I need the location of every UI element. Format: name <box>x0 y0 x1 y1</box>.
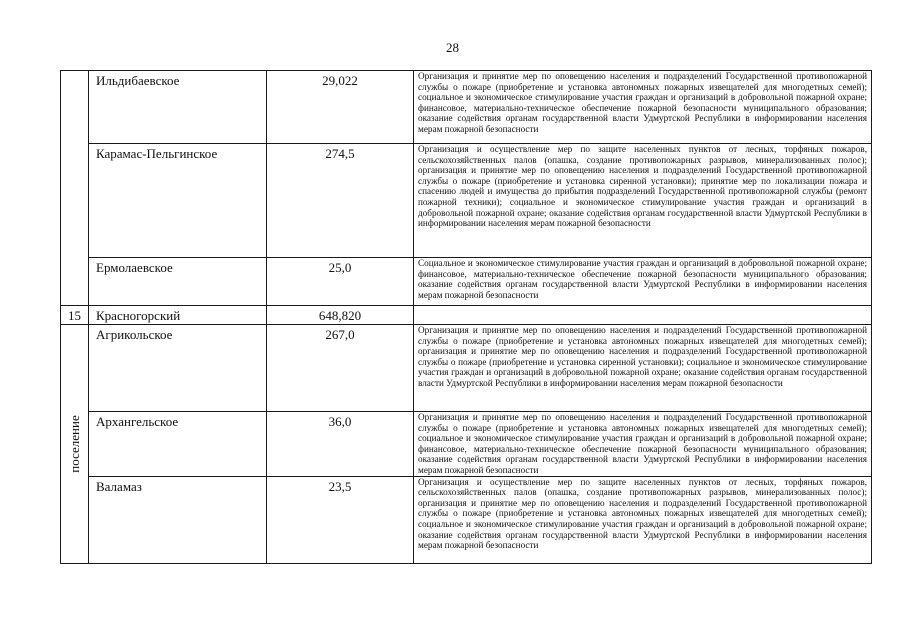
table-row <box>61 476 872 563</box>
settlement-amount: 274,5 <box>267 144 414 258</box>
settlement-amount: 25,0 <box>267 258 414 306</box>
settlement-label: поселение <box>66 415 82 473</box>
district-description <box>414 306 872 325</box>
settlement-amount: 29,022 <box>267 71 414 144</box>
table-row <box>61 325 872 412</box>
table-row <box>61 258 872 306</box>
fire-safety-table <box>60 70 872 564</box>
settlement-name: Валамаз <box>89 476 267 563</box>
page-number: 28 <box>446 40 459 55</box>
settlement-description: Социальное и экономическое стимулирование участия граждан и организаций в добровольной пожарной охране; финансовое, материально-техническое обеспечение пожарной безопасности муниципального образования; оказание содействия органам государственной власти Удмуртской Республики в информировании населения мерам пожарной безопасности <box>414 258 872 306</box>
settlement-name: Агрикольское <box>89 325 267 412</box>
settlement-description: Организация и принятие мер по оповещению населения и подразделений Государственной противопожарной службы о пожаре (приобретение и установка автономных пожарных извещателей для многодетных семей); социальное и экономическое стимулирование участия граждан и организаций в добровольной пожарной охране; финансовое, материально-техническое обеспечение пожарной безопасности муниципального образования; оказание содействия органам государственной власти Удмуртской Республики в информировании населения мерам пожарной безопасности <box>414 71 872 144</box>
district-row <box>61 306 872 325</box>
settlement-description: Организация и принятие мер по оповещению населения и подразделений Государственной противопожарной службы о пожаре (приобретение и установка автономных пожарных извещателей для многодетных семей); социальное и экономическое стимулирование участия граждан и организаций в добровольной пожарной охране; финансовое, материально-техническое обеспечение пожарной безопасности муниципального образования; оказание содействия органам государственной власти Удмуртской Республики в информировании населения мерам пожарной безопасности <box>414 412 872 477</box>
table-row <box>61 412 872 477</box>
settlement-name: Архангельское <box>89 412 267 477</box>
table-row <box>61 144 872 258</box>
settlement-amount: 267,0 <box>267 325 414 412</box>
district-number: 15 <box>61 306 89 325</box>
settlement-description: Организация и принятие мер по оповещению населения и подразделений Государственной противопожарной службы о пожаре (приобретение и установка автономных пожарных извещателей для многодетных семей); организация и принятие мер по оповещению населения и подразделений Государственной противопожарной службы о пожаре (приобретение и установка сиренной установки); социальное и экономическое стимулирование участия граждан и организаций в добровольной пожарной охране; оказание содействия органам государственной власти Удмуртской Республики в информировании населения мерам пожарной безопасности <box>414 325 872 412</box>
district-amount: 648,820 <box>267 306 414 325</box>
table-row <box>61 71 872 144</box>
settlement-name: Ильдибаевское <box>89 71 267 144</box>
district-name: Красногорский <box>89 306 267 325</box>
settlement-amount: 23,5 <box>267 476 414 563</box>
settlement-label-cell <box>61 325 89 564</box>
settlement-description: Организация и осуществление мер по защите населенных пунктов от лесных, торфяных пожаров, сельскохозяйственных палов (опашка, создание противопожарных разрывов, минерализованных полос); организация и принятие мер по оповещению населения и подразделений Государственной противопожарной службы о пожаре (приобретение и установка автономных пожарных извещателей для многодетных семей); социальное и экономическое стимулирование участия граждан и организаций в добровольной пожарной охране; оказание содействия органам государственной власти Удмуртской Республики в информировании населения мерам пожарной безопасности <box>414 476 872 563</box>
settlement-description: Организация и осуществление мер по защите населенных пунктов от лесных, торфяных пожаров, сельскохозяйственных палов (опашка, создание противопожарных разрывов, минерализованных полос); организация и принятие мер по оповещению населения и подразделений Государственной противопожарной службы о пожаре (приобретение и установка сиренной установки); принятие мер по локализации пожара и спасению людей и имущества до прибытия подразделений Государственной противопожарной службы (ремонт пожарной техники); социальное и экономическое стимулирование участия граждан и организаций в добровольной пожарной охране; оказание содействия органам государственной власти Удмуртской Республики в информировании населения мерам пожарной безопасности <box>414 144 872 258</box>
settlement-name: Карамас-Пельгинское <box>89 144 267 258</box>
settlement-name: Ермолаевское <box>89 258 267 306</box>
settlement-amount: 36,0 <box>267 412 414 477</box>
number-cell <box>61 71 89 306</box>
